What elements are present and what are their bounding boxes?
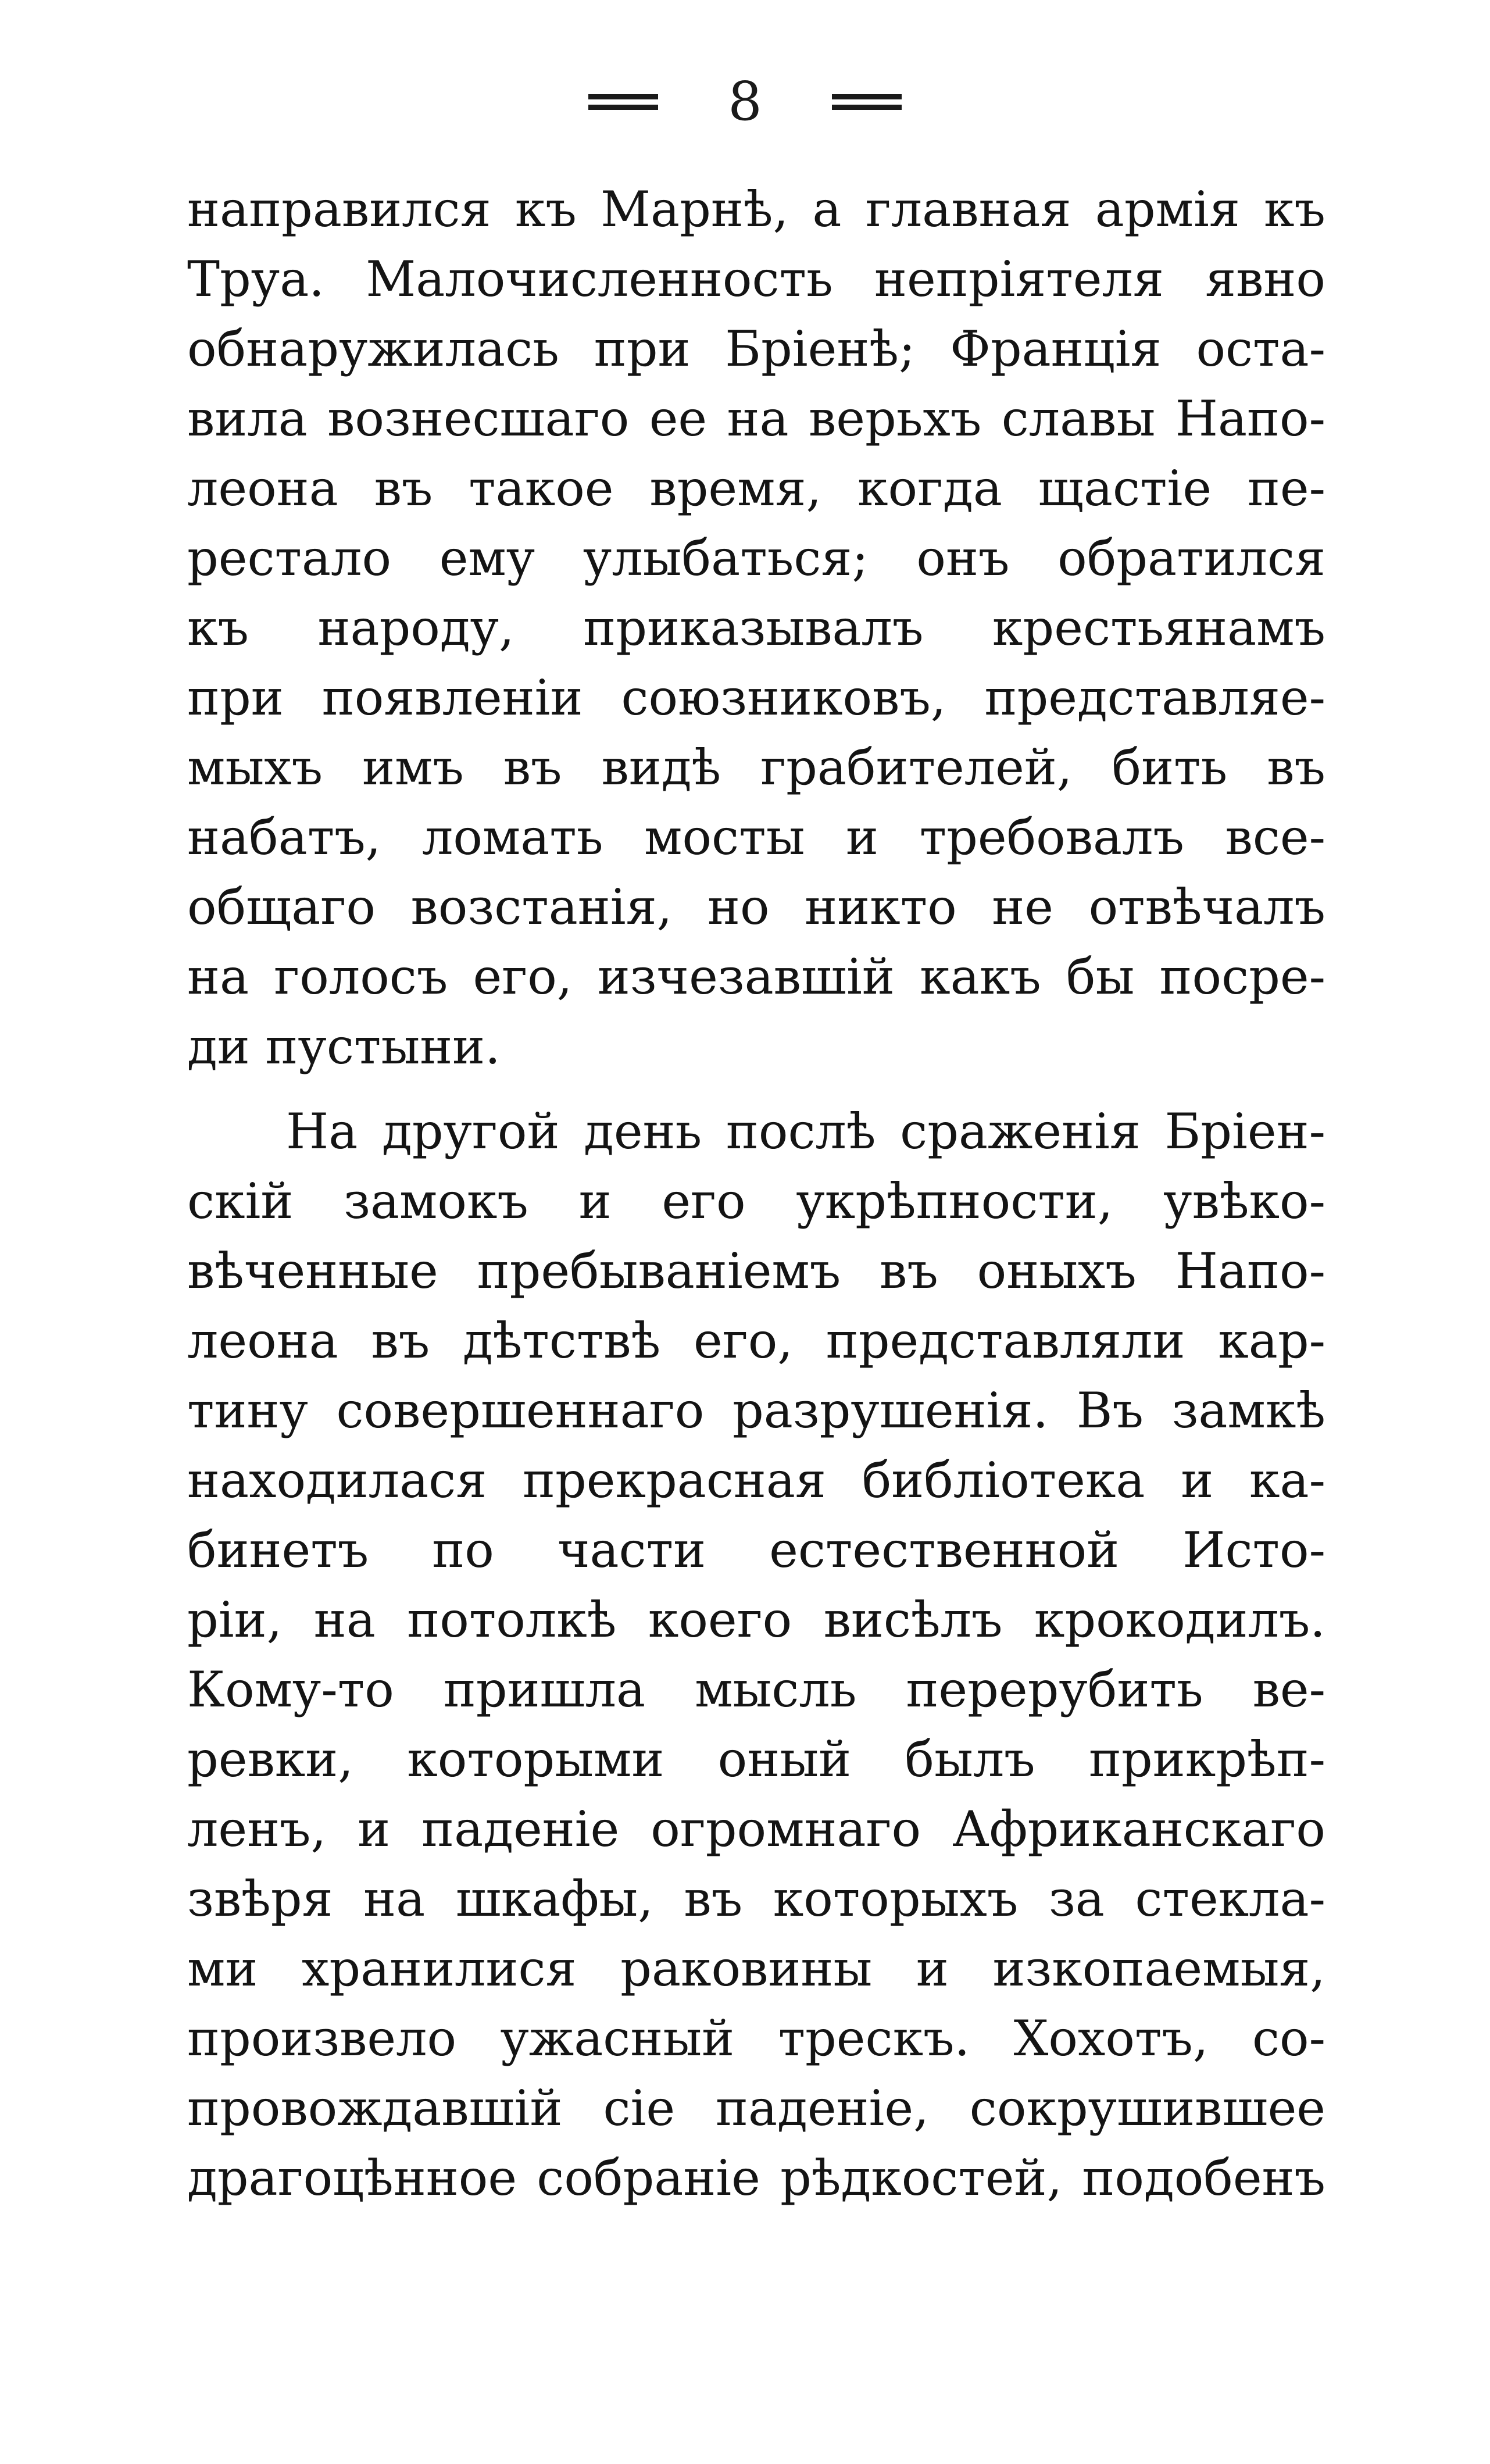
text-line: рестало ему улыбаться; онъ обратился xyxy=(187,530,1325,587)
left-double-rule xyxy=(588,92,658,112)
text-line: леона въ такое время, когда щастіе пе- xyxy=(187,460,1325,517)
text-line: направился къ Марнѣ, а главная армія къ xyxy=(187,181,1325,238)
text-line: леона въ дѣтствѣ его, представляли кар- xyxy=(187,1312,1325,1369)
text-line: вѣченные пребываніемъ въ оныхъ Напо- xyxy=(187,1242,1325,1299)
text-line: драгоцѣнное собраніе рѣдкостей, подобенъ xyxy=(187,2149,1325,2206)
text-line: Труа. Малочисленность непріятеля явно xyxy=(187,251,1325,308)
text-line: вила вознесшаго ее на верьхъ славы Напо- xyxy=(187,390,1325,447)
text-line: ріи, на потолкѣ коего висѣлъ крокодилъ. xyxy=(187,1591,1325,1648)
text-line: мыхъ имъ въ видѣ грабителей, бить въ xyxy=(187,739,1325,796)
text-line: скій замокъ и его укрѣпности, увѣко- xyxy=(187,1173,1325,1230)
page-number: 8 xyxy=(728,70,762,133)
text-line: бинетъ по части естественной Исто- xyxy=(187,1522,1325,1579)
text-line: къ народу, приказывалъ крестьянамъ xyxy=(187,599,1325,656)
text-line: звѣря на шкафы, въ которыхъ за стекла- xyxy=(187,1870,1325,1927)
text-line: общаго возстанія, но никто не отвѣчалъ xyxy=(187,879,1325,935)
text-line: набатъ, ломать мосты и требовалъ все- xyxy=(187,809,1325,866)
text-line: Кому-то пришла мысль перерубить ве- xyxy=(187,1661,1325,1718)
text-line: На другой день послѣ сраженія Бріен- xyxy=(286,1103,1325,1160)
text-line: произвело ужасный трескъ. Хохотъ, со- xyxy=(187,2010,1325,2067)
text-line: тину совершеннаго разрушенія. Въ замкѣ xyxy=(187,1382,1325,1439)
text-line: провождавшій сіе паденіе, сокрушившее xyxy=(187,2080,1325,2137)
text-line: находилася прекрасная библіотека и ка- xyxy=(187,1452,1325,1509)
text-line: ди пустыни. xyxy=(187,1018,501,1075)
text-line: ми хранилися раковины и изкопаемыя, xyxy=(187,1940,1325,1997)
paragraph-gap xyxy=(187,1081,1325,1097)
text-line: при появленіи союзниковъ, представляе- xyxy=(187,669,1325,726)
right-double-rule xyxy=(832,92,902,112)
text-line: на голосъ его, изчезавшій какъ бы посре- xyxy=(187,948,1325,1005)
page-header xyxy=(0,70,1490,134)
paragraph-1 xyxy=(187,174,1325,1081)
text-line: ревки, которыми оный былъ прикрѣп- xyxy=(187,1731,1325,1788)
text-line: ленъ, и паденіе огромнаго Африканскаго xyxy=(187,1801,1325,1858)
body-text xyxy=(187,174,1325,2213)
text-line: обнаружилась при Бріенѣ; Франція оста- xyxy=(187,320,1325,377)
paragraph-2 xyxy=(187,1097,1325,2213)
